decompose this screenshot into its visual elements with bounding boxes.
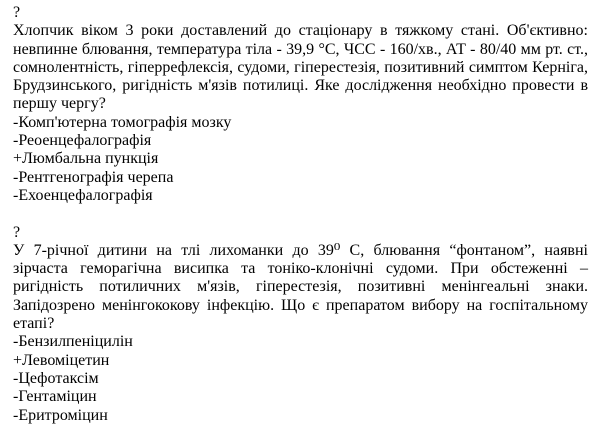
question-text: У 7-річної дитини на тлі лихоманки до 39⁰ С, блювання “фонтаном”, наявні зірчаста геморагічна висипка та тоніко-клонічні судоми. При обстеженні – ригідність потиличних м'язів, гіперестезія, позитивні менінгеальні знаки. Запідозрено менінгококову інфекцію. Що є препаратом вибору на госпітальному етапі? (13, 241, 588, 333)
answer-option: -Комп'ютерна томографія мозку (13, 113, 232, 131)
answer-option: -Реоенцефалографія (13, 132, 152, 150)
answer-option: -Бензилпеніцилін (13, 333, 133, 351)
answer-option: -Еритроміцин (13, 406, 108, 424)
answer-option: -Гентаміцин (13, 388, 97, 406)
answer-option-correct: +Люмбальна пункція (13, 150, 159, 168)
question-block-1 (13, 4, 588, 205)
answer-option: -Ехоенцефалографія (13, 186, 153, 204)
answer-option-correct: +Левоміцетин (13, 351, 110, 369)
question-marker: ? (13, 223, 21, 241)
question-marker: ? (13, 4, 21, 21)
question-block-2 (13, 224, 588, 425)
question-text: Хлопчик віком 3 роки доставлений до стаціонару в тяжкому стані. Об'єктивно: невпинне блювання, температура тіла - 39,9 °С, ЧСС - 160/хв., АТ - 80/40 мм рт. ст., сомнолентність, гіперрефлексія, судоми, гіперестезія, позитивний симптом Керніга, Брудзинського, ригідність м'язів потилиці. Яке дослідження необхідно провести в першу чергу? (13, 22, 588, 113)
answer-option: -Рентгенографія черепа (13, 168, 174, 186)
answer-option: -Цефотаксім (13, 369, 99, 387)
